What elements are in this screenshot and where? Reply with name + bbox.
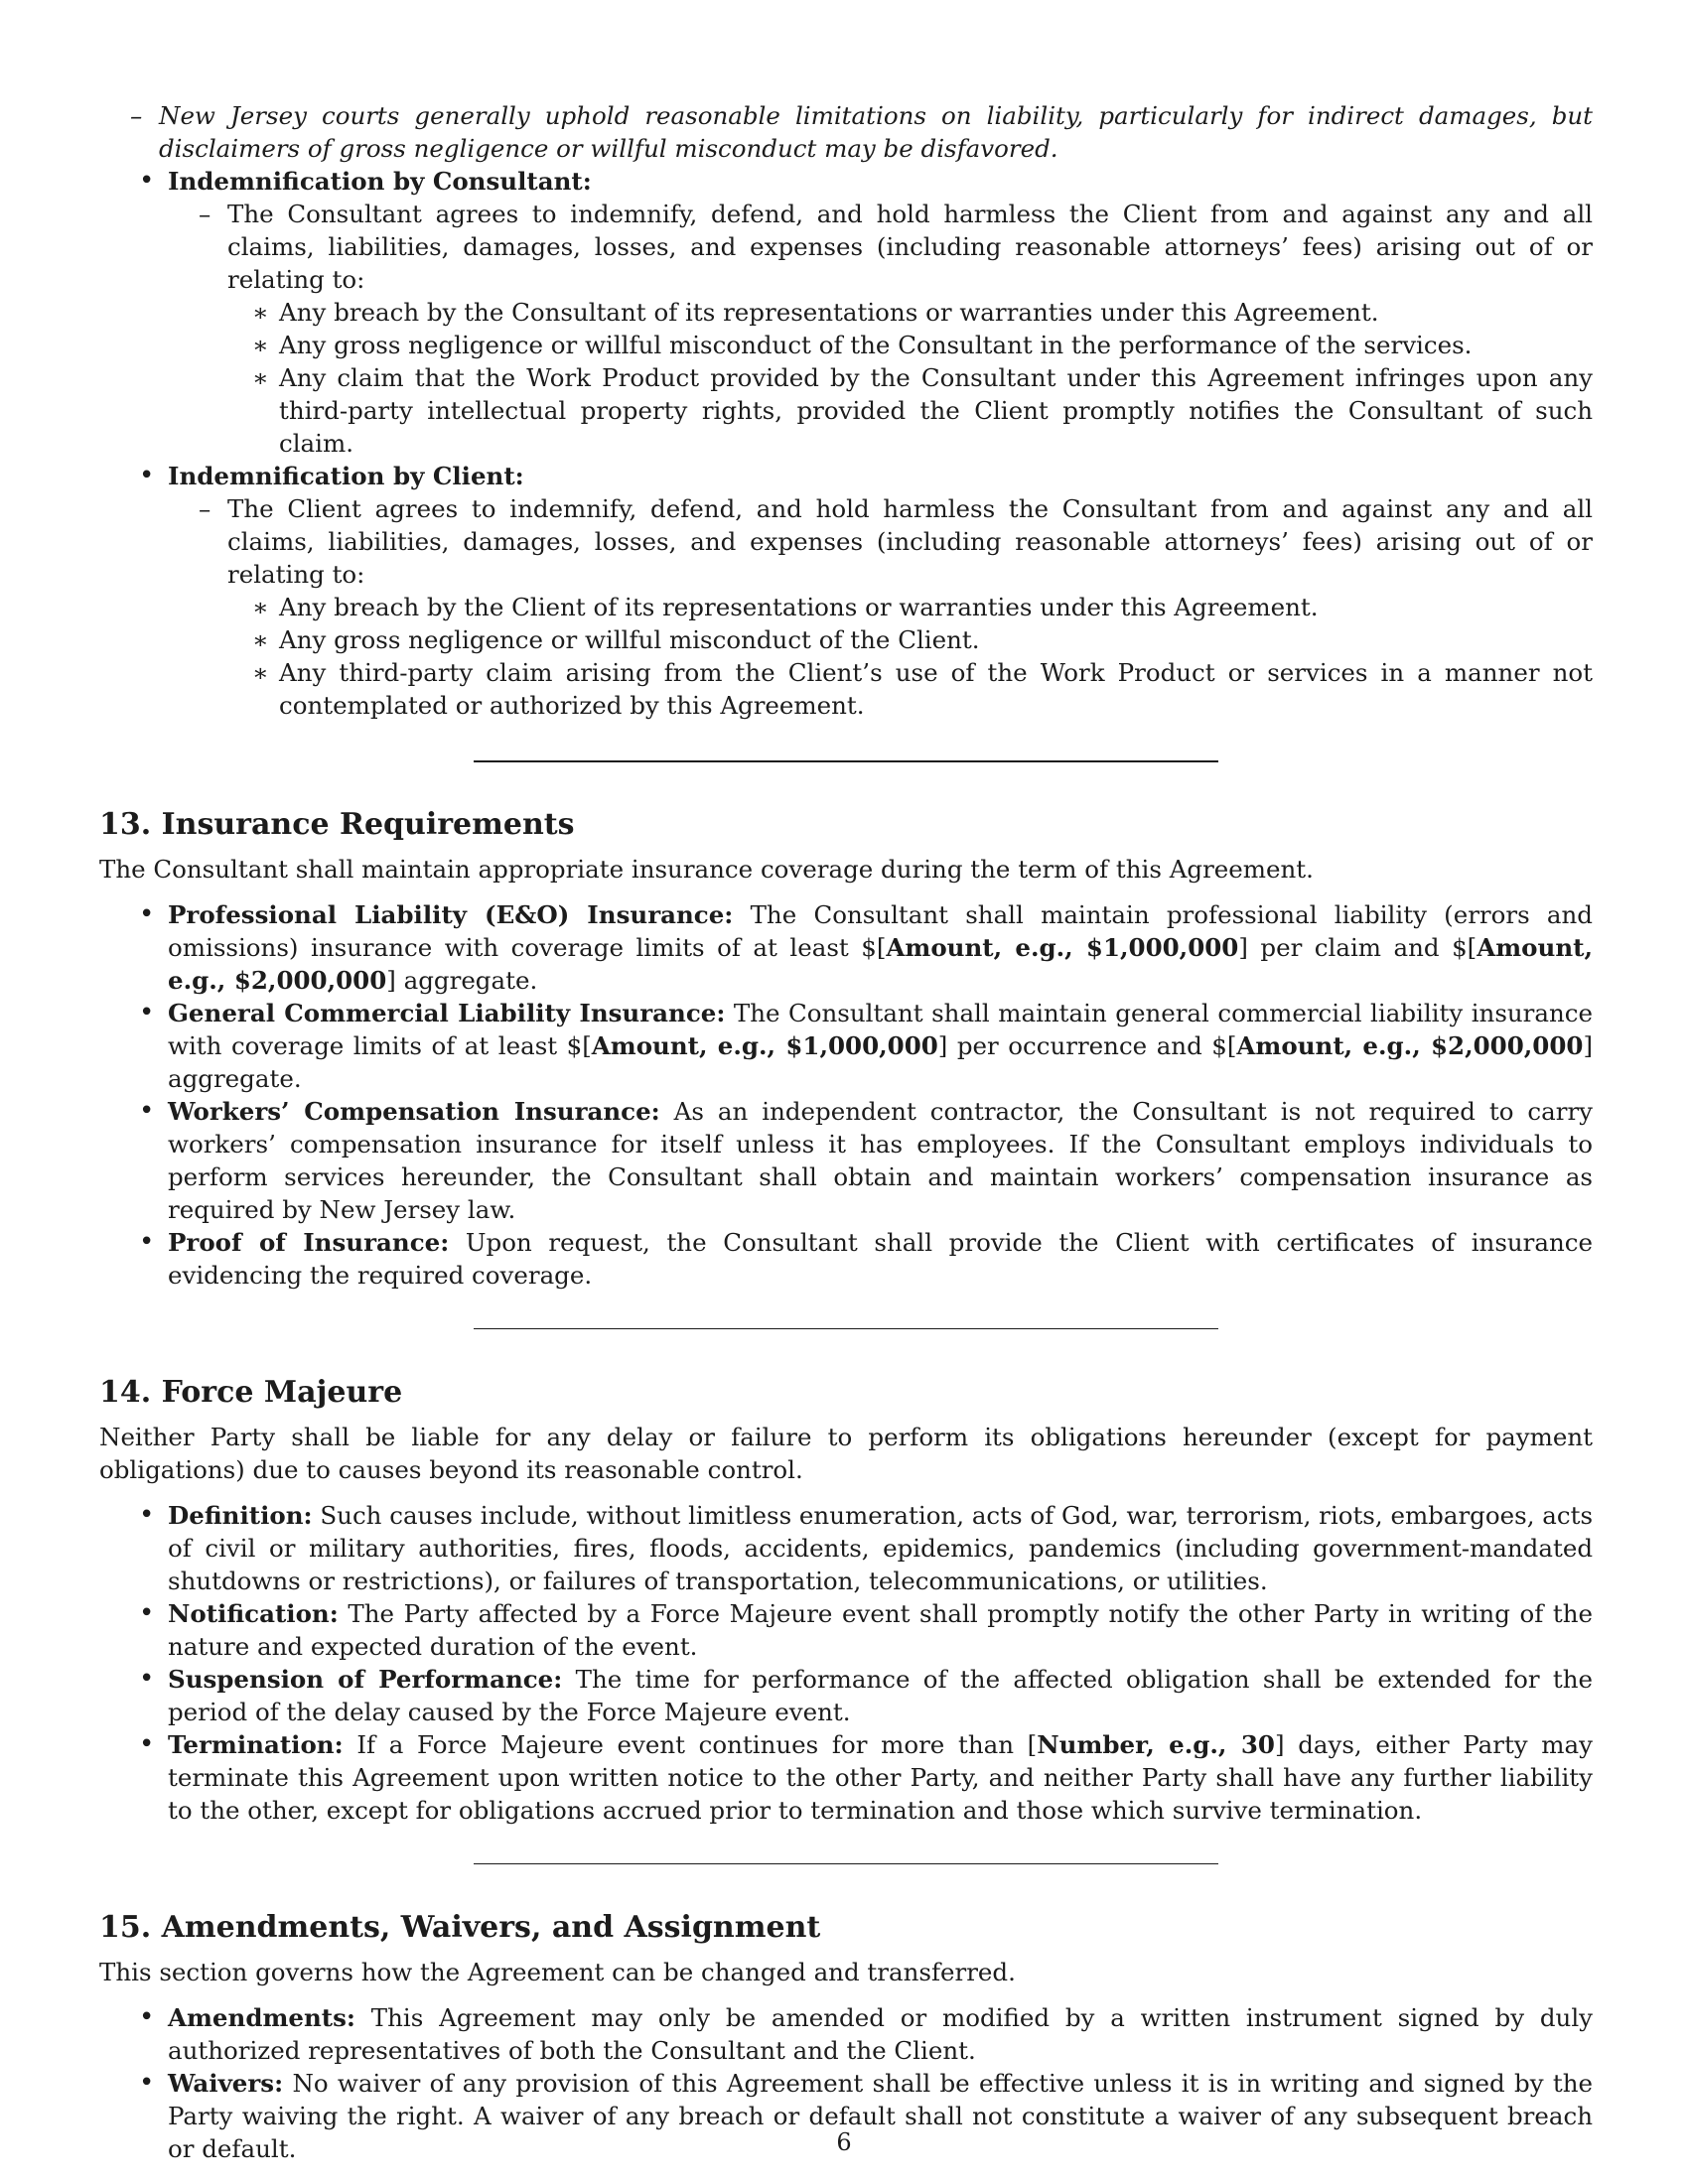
sublist: [168, 492, 1593, 722]
page-number: 6: [836, 2128, 852, 2156]
section-15-title: 15. Amendments, Waivers, and Assignment: [99, 1910, 821, 1945]
item-text: As an independent contractor, the Consultant is not required to carry workers’ compensation insurance for itself unless it has employees. If the Consultant employs individuals to perform services hereunder, the Consultant shall obtain and maintain workers’ compensation insurance as required by New Jersey law.: [168, 1097, 1593, 1224]
list-item: [168, 492, 1593, 722]
item-text: The Consultant shall maintain general commercial liability insurance with coverage limits of at least $[: [168, 999, 1593, 1060]
subsublist: [227, 296, 1593, 460]
item-text: Upon request, the Consultant shall provide the Client with certificates of insurance evidencing the required coverage.: [168, 1228, 1593, 1290]
item-text: The Party affected by a Force Majeure event shall promptly notify the other Party in writing of the nature and expected duration of the event.: [168, 1599, 1593, 1661]
list-item: [99, 898, 1593, 997]
item-text: The Consultant shall maintain professional liability (errors and omissions) insurance with coverage limits of at least $[: [168, 900, 1593, 962]
section-divider: [474, 1863, 1218, 1864]
item-label: Termination:: [168, 1730, 344, 1759]
amount-placeholder: Amount, e.g., $2,000,000: [1236, 1031, 1584, 1060]
indemnification-consultant-text: The Consultant agrees to indemnify, defend, and hold harmless the Client from and against any and all claims, liabilities, damages, losses, and expenses (including reasonable attorneys’ fees) arising out of or relating to:: [227, 200, 1593, 294]
amount-placeholder: Amount, e.g., $1,000,000: [591, 1031, 938, 1060]
list-item: ∗ Any breach by the Client of its representations or warranties under this Agreement.: [227, 591, 1593, 623]
list-item: ∗ Any gross negligence or willful misconduct of the Client.: [227, 623, 1593, 656]
force-majeure-list: [99, 1499, 1593, 1827]
section-14-title: 14. Force Majeure: [99, 1375, 403, 1410]
item-text: ] aggregate.: [168, 1031, 1593, 1093]
item-text: Such causes include, without limitless enumeration, acts of God, war, terrorism, riots, embargoes, acts of civil or military authorities, fires, floods, accidents, epidemics, pandemics (including government-mandated shutdowns or restrictions), or failures of transportation, telecommunications, or utilities.: [168, 1501, 1594, 1595]
list-item: [99, 1095, 1593, 1226]
indemnification-consultant-heading: Indemnification by Consultant:: [168, 167, 592, 196]
sublist: [168, 198, 1593, 460]
list-item: ∗ Any third-party claim arising from the Client’s use of the Work Product or services in a manner not contemplated or authorized by this Agreement.: [227, 656, 1593, 722]
insurance-list: [99, 898, 1593, 1292]
new-jersey-note: New Jersey courts generally uphold reasonable limitations on liability, particularly for indirect damages, but disclaimers of gross negligence or willful misconduct may be disfavored.: [159, 101, 1593, 163]
section-13-title: 13. Insurance Requirements: [99, 807, 575, 842]
item-label: Definition:: [168, 1501, 313, 1530]
item-text: No waiver of any provision of this Agreement shall be effective unless it is in writing and signed by the Party waiving the right. A waiver of any breach or default shall not constitute a waiver of any subsequent breach or default.: [168, 2069, 1593, 2163]
document-page: [99, 99, 1593, 2165]
list-item: [99, 1728, 1593, 1827]
indemnification-consultant-item: [99, 165, 1593, 460]
item-label: Professional Liability (E&O) Insurance:: [168, 900, 734, 929]
item-text: ] aggregate.: [386, 966, 538, 995]
liability-sublist: [99, 99, 1593, 165]
amount-placeholder: Amount, e.g., $1,000,000: [886, 933, 1239, 962]
section-divider: [474, 760, 1218, 762]
list-item: [99, 1499, 1593, 1597]
section-15-intro: This section governs how the Agreement can be changed and transferred.: [99, 1958, 1016, 1986]
list-item: ∗ Any breach by the Consultant of its representations or warranties under this Agreement.: [227, 296, 1593, 329]
item-text: This Agreement may only be amended or modified by a written instrument signed by duly authorized representatives of both the Consultant and the Client.: [168, 2003, 1593, 2065]
item-label: Suspension of Performance:: [168, 1665, 563, 1694]
item-text: If a Force Majeure event continues for more than [: [343, 1730, 1038, 1759]
list-item: [99, 997, 1593, 1095]
item-text: ] days, either Party may terminate this Agreement upon written notice to the other Party, and neither Party shall have any further liability to the other, except for obligations accrued prior to termination and those which survive termination.: [168, 1730, 1593, 1825]
section-13-intro: The Consultant shall maintain appropriate insurance coverage during the term of this Agreement.: [99, 855, 1314, 884]
indemnification-client-item: [99, 460, 1593, 722]
indemnification-list: [99, 165, 1593, 722]
item-label: Notification:: [168, 1599, 339, 1628]
list-item: ∗ Any gross negligence or willful misconduct of the Consultant in the performance of the services.: [227, 329, 1593, 361]
list-item: [99, 1597, 1593, 1663]
item-label: General Commercial Liability Insurance:: [168, 999, 726, 1027]
list-item: [99, 99, 1593, 165]
item-label: Amendments:: [168, 2003, 355, 2032]
item-label: Workers’ Compensation Insurance:: [168, 1097, 660, 1126]
item-label: Waivers:: [168, 2069, 284, 2098]
list-item: [99, 2001, 1593, 2067]
list-item: [99, 1226, 1593, 1292]
number-placeholder: Number, e.g., 30: [1037, 1730, 1275, 1759]
indemnification-client-text: The Client agrees to indemnify, defend, and hold harmless the Consultant from and against any and all claims, liabilities, damages, losses, and expenses (including reasonable attorneys’ fees) arising out of or relating to:: [227, 494, 1593, 589]
list-item: [99, 1663, 1593, 1728]
amount-placeholder: Amount, e.g., $2,000,000: [168, 933, 1593, 995]
item-text: The time for performance of the affected obligation shall be extended for the period of the delay caused by the Force Majeure event.: [168, 1665, 1594, 1726]
indemnification-client-heading: Indemnification by Client:: [168, 462, 524, 490]
list-item: ∗ Any claim that the Work Product provided by the Consultant under this Agreement infringes upon any third-party intellectual property rights, provided the Client promptly notifies the Consultant of such claim.: [227, 361, 1593, 460]
section-14-intro: Neither Party shall be liable for any delay or failure to perform its obligations hereunder (except for payment obligations) due to causes beyond its reasonable control.: [99, 1423, 1593, 1484]
section-divider: [474, 1328, 1218, 1329]
item-label: Proof of Insurance:: [168, 1228, 450, 1257]
subsublist: [227, 591, 1593, 722]
item-text: ] per occurrence and $[: [937, 1031, 1237, 1060]
list-item: [168, 198, 1593, 460]
item-text: ] per claim and $[: [1238, 933, 1477, 962]
